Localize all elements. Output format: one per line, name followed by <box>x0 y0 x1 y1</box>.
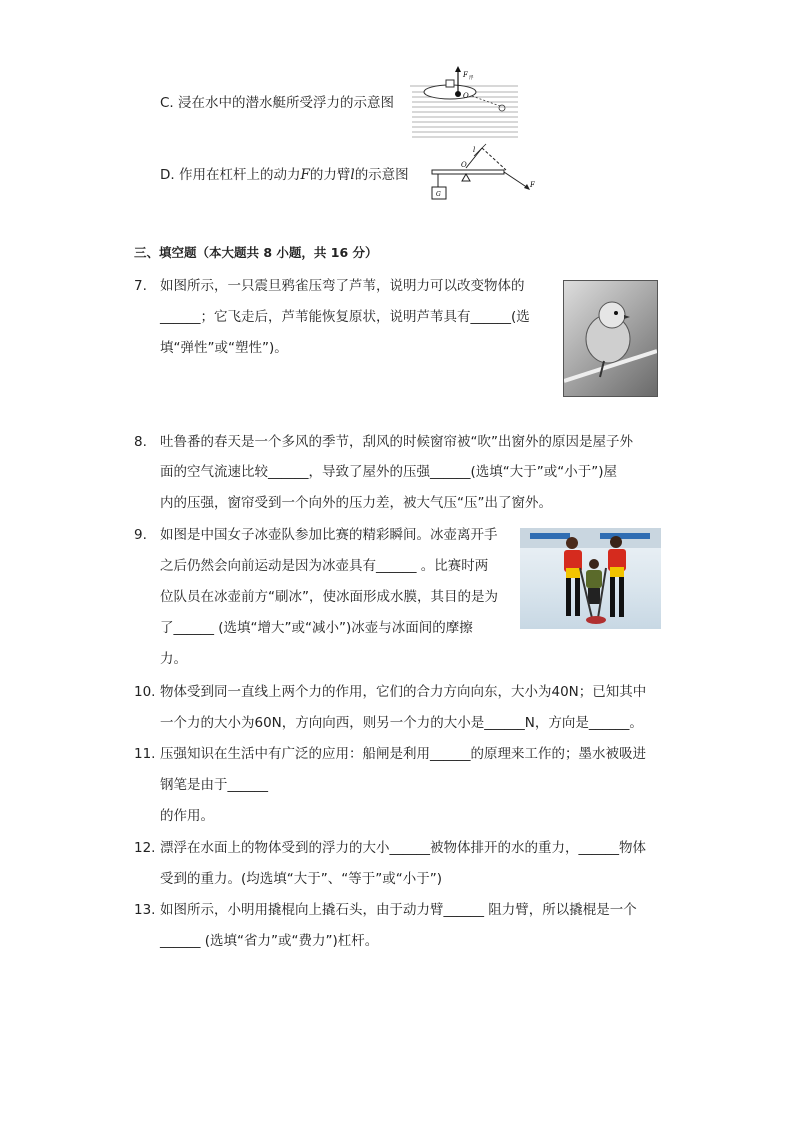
question-number-12: 12. <box>134 840 156 856</box>
q9-line-1: 如图是中国女子冰壶队参加比赛的精彩瞬间。冰壶离开手 <box>160 527 498 543</box>
label-o: O <box>463 92 469 100</box>
option-d-mid: 的力臂 <box>309 167 351 183</box>
lever-diagram <box>426 140 538 204</box>
q10-line-2: 一个力的大小为60N，方向向西，则另一个力的大小是______N，方向是______。 <box>160 715 643 731</box>
q11-line-1: 压强知识在生活中有广泛的应用：船闸是利用______的原理来工作的；墨水被吸进 <box>160 746 646 762</box>
label-l-lever: l <box>473 146 476 154</box>
q9-line-2: 之后仍然会向前运动是因为冰壶具有______ 。比赛时两 <box>160 558 489 574</box>
q9-line-3: 位队员在冰壶前方“刷冰”，使冰面形成水膜，其目的是为 <box>160 589 498 605</box>
section-title: 三、填空题（本大题共 8 小题，共 16 分） <box>134 245 378 260</box>
bird-on-reed-photo <box>563 280 658 397</box>
label-f-lever: F <box>530 181 535 189</box>
q11-line-2: 钢笔是由于______ <box>160 777 268 793</box>
q8-line-2: 面的空气流速比较______，导致了屋外的压强______(选填“大于”或“小于”)屋 <box>160 464 618 480</box>
question-number-11: 11. <box>134 746 156 762</box>
label-f-buoyancy: F <box>463 71 468 79</box>
q9-line-5: 力。 <box>160 651 187 667</box>
label-f-subscript: 浮 <box>469 76 474 81</box>
symbol-l: l <box>350 167 355 183</box>
q7-line-2: ______；它飞走后，芦苇能恢复原状，说明芦苇具有______(选 <box>160 309 530 325</box>
submarine-buoyancy-diagram <box>408 64 520 140</box>
q12-line-1: 漂浮在水面上的物体受到的浮力的大小______被物体排开的水的重力，______物体 <box>160 840 646 856</box>
q13-line-2: ______ (选填“省力”或“费力”)杠杆。 <box>160 933 379 949</box>
option-d-prefix: D. 作用在杠杆上的动力 <box>160 167 301 183</box>
option-c: C. 浸在水中的潜水艇所受浮力的示意图 <box>160 95 395 111</box>
q7-line-1: 如图所示，一只震旦鸦雀压弯了芦苇，说明力可以改变物体的 <box>160 278 525 294</box>
option-d-suffix: 的示意图 <box>354 167 409 183</box>
q7-line-3: 填“弹性”或“塑性”)。 <box>160 340 288 356</box>
question-number-7: 7. <box>134 278 147 294</box>
q12-line-2: 受到的重力。(均选填“大于”、“等于”或“小于”) <box>160 871 442 887</box>
question-number-9: 9. <box>134 527 147 543</box>
label-g-lever: G <box>436 191 441 198</box>
question-number-13: 13. <box>134 902 156 918</box>
q10-line-1: 物体受到同一直线上两个力的作用，它们的合力方向向东，大小为40N；已知其中 <box>160 684 647 700</box>
question-number-10: 10. <box>134 684 156 700</box>
q9-line-4: 了______ (选填“增大”或“减小”)冰壶与冰面间的摩擦 <box>160 620 473 636</box>
label-o-lever: O <box>461 161 467 169</box>
curling-team-photo <box>520 528 661 629</box>
q8-line-3: 内的压强，窗帘受到一个向外的压力差，被大气压“压”出了窗外。 <box>160 495 552 511</box>
q11-line-3: 的作用。 <box>160 808 214 824</box>
q8-line-1: 吐鲁番的春天是一个多风的季节，刮风的时候窗帘被“吹”出窗外的原因是屋子外 <box>160 434 633 450</box>
q13-line-1: 如图所示，小明用撬棍向上撬石头，由于动力臂______ 阻力臂，所以撬棍是一个 <box>160 902 637 918</box>
question-number-8: 8. <box>134 434 147 450</box>
symbol-f: F <box>300 167 310 183</box>
option-d <box>160 166 409 184</box>
